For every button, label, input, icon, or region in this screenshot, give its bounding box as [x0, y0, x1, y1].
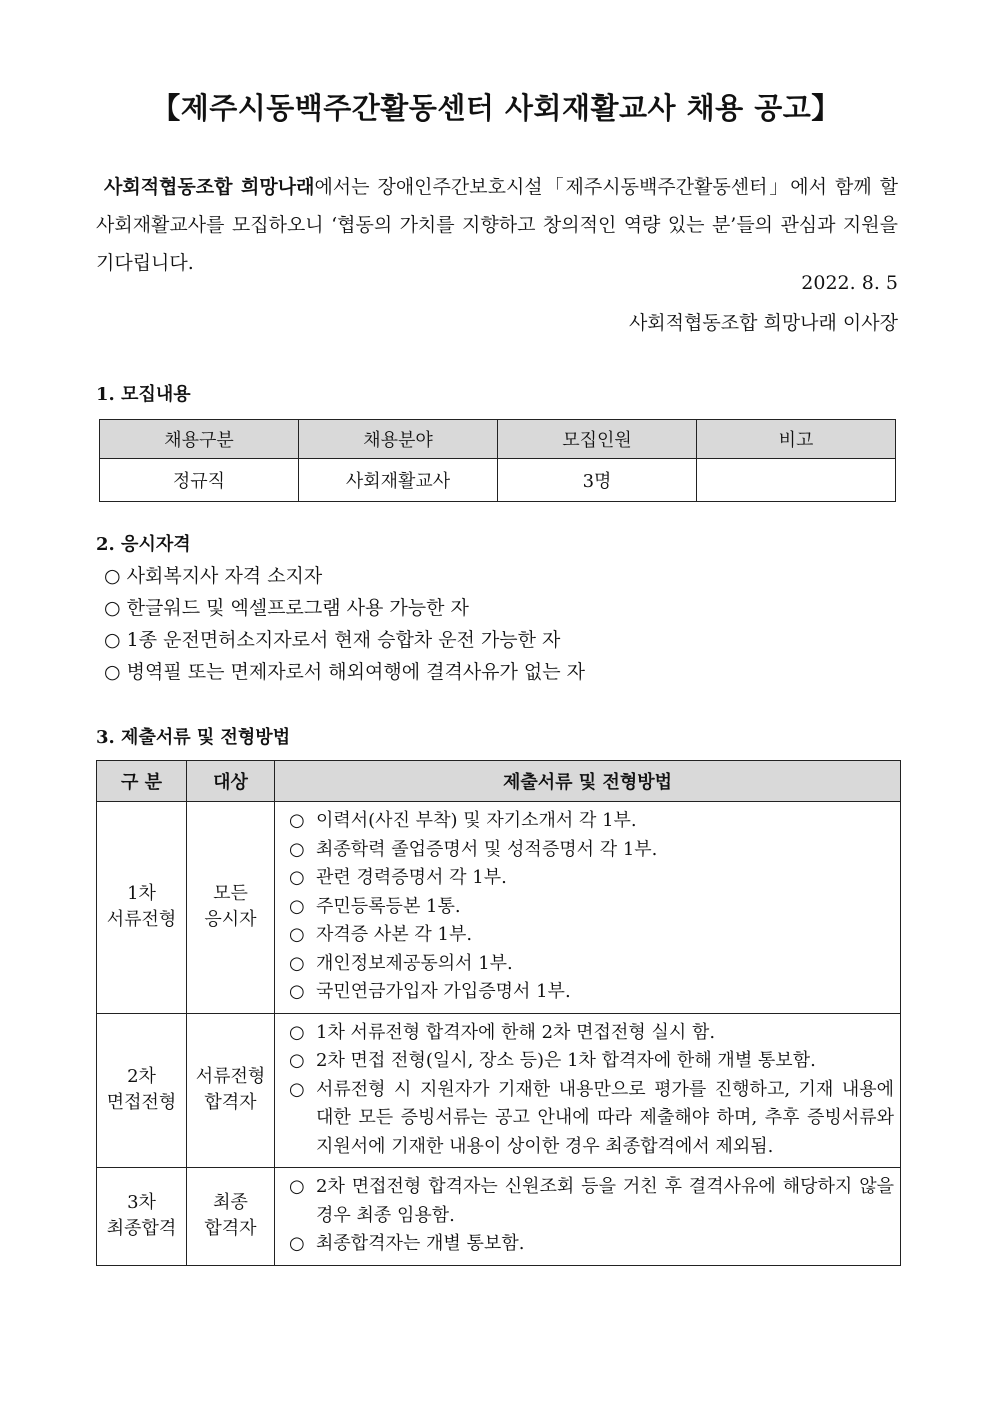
circle-bullet-icon: ○ [289, 981, 305, 1002]
list-item: ○ 한글워드 및 엑셀프로그램 사용 가능한 자 [104, 597, 469, 619]
section3-heading: 3. 제출서류 및 전형방법 [96, 727, 291, 748]
headcount-cell: 3명 [498, 459, 697, 502]
list-item: ○ 최종학력 졸업증명서 및 성적증명서 각 1부. [289, 836, 894, 865]
header-cell: 채용구분 [100, 420, 299, 459]
header-cell: 채용분야 [299, 420, 498, 459]
target-cell: 최종 합격자 [187, 1168, 275, 1266]
target-cell: 서류전형 합격자 [187, 1013, 275, 1168]
intro-org: 사회적협동조합 희망나래 [103, 176, 315, 198]
list-item: ○ 관련 경력증명서 각 1부. [289, 864, 894, 893]
stage-cell: 1차 서류전형 [97, 802, 187, 1014]
circle-bullet-icon: ○ [289, 867, 305, 888]
list-item: ○ 이력서(사진 부착) 및 자기소개서 각 1부. [289, 807, 894, 836]
circle-bullet-icon: ○ [289, 1176, 305, 1197]
header-cell: 비고 [697, 420, 896, 459]
section1-heading: 1. 모집내용 [96, 384, 191, 405]
selection-header-row [97, 761, 901, 802]
stage-cell: 3차 최종합격 [97, 1168, 187, 1266]
circle-bullet-icon: ○ [289, 838, 305, 860]
circle-bullet-icon: ○ [289, 895, 305, 917]
table-row [100, 459, 896, 502]
remarks-cell [697, 459, 896, 502]
circle-bullet-icon: ○ [289, 1021, 305, 1043]
list-item: ○ 자격증 사본 각 1부. [289, 921, 894, 950]
circle-bullet-icon: ○ [289, 1078, 305, 1100]
qualification-list [104, 560, 585, 688]
header-cell: 모집인원 [498, 420, 697, 459]
circle-bullet-icon: ○ [104, 661, 121, 683]
recruitment-header-row [100, 420, 896, 459]
notice-date: 2022. 8. 5 [801, 272, 898, 294]
list-item: ○ 개인정보제공동의서 1부. [289, 950, 894, 979]
requirements-cell [275, 1168, 901, 1266]
list-item: ○ 2차 면접 전형(일시, 장소 등)은 1차 합격자에 한해 개별 통보함. [289, 1047, 894, 1076]
circle-bullet-icon: ○ [289, 1233, 305, 1254]
recruitment-table [99, 419, 896, 502]
header-cell: 제출서류 및 전형방법 [275, 761, 901, 802]
list-item: ○ 1종 운전면허소지자로서 현재 승합차 운전 가능한 자 [104, 629, 561, 651]
circle-bullet-icon: ○ [104, 629, 121, 651]
section2-heading: 2. 응시자격 [96, 534, 191, 555]
list-item: ○ 주민등록등본 1통. [289, 893, 894, 922]
employment-type-cell: 정규직 [100, 459, 299, 502]
circle-bullet-icon: ○ [289, 1050, 305, 1071]
circle-bullet-icon: ○ [289, 924, 305, 945]
circle-bullet-icon: ○ [104, 565, 121, 587]
target-cell: 모든 응시자 [187, 802, 275, 1014]
circle-bullet-icon: ○ [104, 597, 121, 619]
document-title: 【제주시동백주간활동센터 사회재활교사 채용 공고】 [151, 91, 841, 125]
list-item: ○ 병역필 또는 면제자로서 해외여행에 결격사유가 없는 자 [104, 661, 586, 683]
requirements-cell [275, 1013, 901, 1168]
circle-bullet-icon: ○ [289, 810, 305, 831]
header-cell: 구 분 [97, 761, 187, 802]
intro-text: 에서는 장애인주간보호시설「제주시동백주간활동센터」에서 함께 할 사회재활교사를 모집하오니 ‘협동의 가치를 지향하고 창의적인 역량 있는 분’들의 관심과 지원을 기다립니다. [96, 176, 898, 274]
table-row [97, 802, 901, 1014]
list-item: ○ 2차 면접전형 합격자는 신원조회 등을 거친 후 결격사유에 해당하지 않을 경우 최종 임용함. [289, 1173, 894, 1230]
list-item: ○ 사회복지사 자격 소지자 [104, 565, 323, 587]
table-row [97, 1013, 901, 1168]
intro-paragraph [96, 168, 898, 282]
notice-signer: 사회적협동조합 희망나래 이사장 [628, 312, 898, 334]
requirements-cell [275, 802, 901, 1014]
position-cell: 사회재활교사 [299, 459, 498, 502]
list-item: ○ 국민연금가입자 가입증명서 1부. [289, 978, 894, 1007]
list-item: ○ 최종합격자는 개별 통보함. [289, 1230, 894, 1259]
list-item: ○ 서류전형 시 지원자가 기재한 내용만으로 평가를 진행하고, 기재 내용에 대한 모든 증빙서류는 공고 안내에 따라 제출해야 하며, 추후 증빙서류와 지원서에 기재한 내용이 상이한 경우 최종합격에서 제외됨. [289, 1076, 894, 1162]
stage-cell: 2차 면접전형 [97, 1013, 187, 1168]
selection-process-table [96, 760, 901, 1266]
circle-bullet-icon: ○ [289, 952, 305, 974]
list-item: ○ 1차 서류전형 합격자에 한해 2차 면접전형 실시 함. [289, 1019, 894, 1048]
table-row [97, 1168, 901, 1266]
header-cell: 대상 [187, 761, 275, 802]
